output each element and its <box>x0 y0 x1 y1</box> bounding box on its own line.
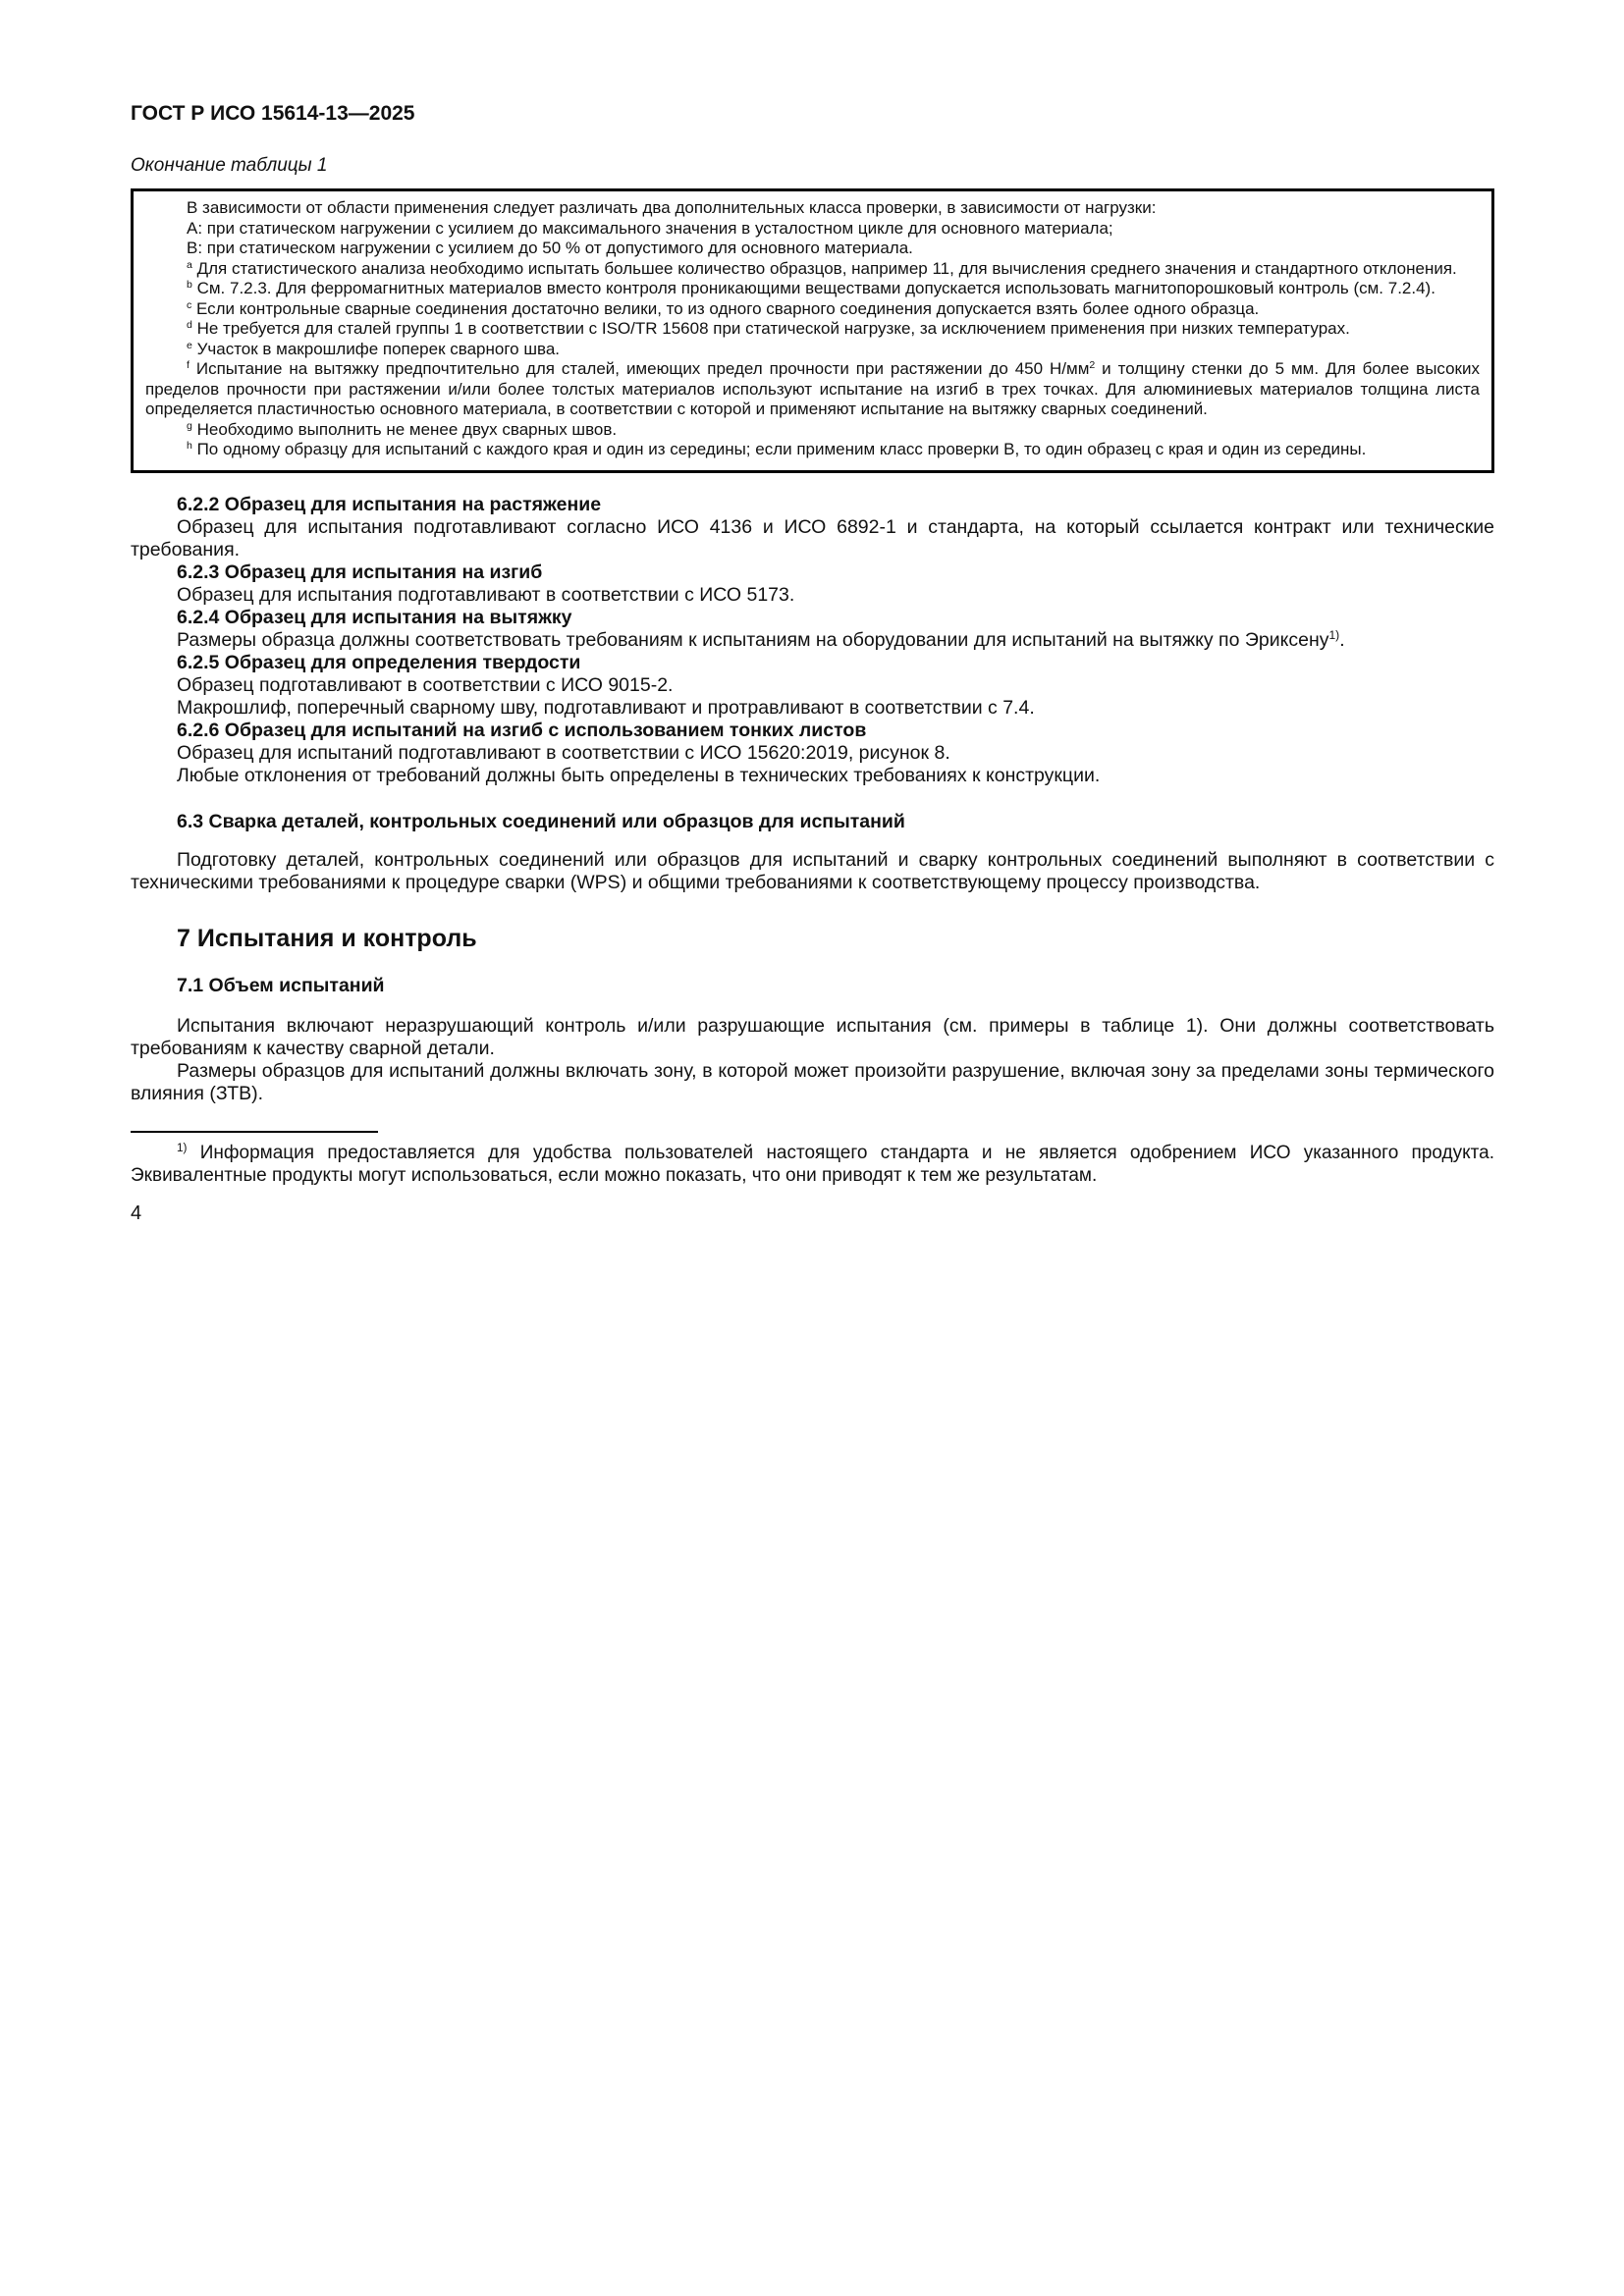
para-6-2-3: Образец для испытания подготавливают в соответствии с ИСО 5173. <box>177 583 795 606</box>
document-header: ГОСТ Р ИСО 15614-13—2025 <box>131 102 415 125</box>
para-6-3: Подготовку деталей, контрольных соединений или образцов для испытаний и сварку контрольных соединений выполняют в соответствии с техническими требованиями к процедуре сварки (WPS) и общими требованиями к соответствующему процессу производства. <box>131 848 1494 893</box>
footnote-a: $^a$ Для статистического анализа необходимо испытать большее количество образцов, например 11, для вычисления среднего значения и стандартного отклонения. <box>187 258 1457 278</box>
table-continuation-caption: Окончание таблицы 1 <box>131 155 328 176</box>
para-7-1-1: Испытания включают неразрушающий контроль и/или разрушающие испытания (см. примеры в таблице 1). Они должны соответствовать требованиям к качеству сварной детали. <box>131 1014 1494 1059</box>
heading-6-2-3: 6.2.3 Образец для испытания на изгиб <box>177 561 543 583</box>
document-body <box>131 494 1494 1105</box>
note-class-b: В: при статическом нагружении с усилием до 50 % от допустимого для основного материала. <box>187 239 913 257</box>
footnote-rule <box>131 1131 378 1133</box>
heading-7-1: 7.1 Объем испытаний <box>177 974 385 996</box>
page-footnote-1: $^{1)}$ Информация предоставляется для удобства пользователей настоящего стандарта и не является одобрением ИСО указанного продукта. Эквивалентные продукты могут использоваться, если можно показать, что они приводят к тем же результатам. <box>131 1142 1494 1186</box>
note-class-a: А: при статическом нагружении с усилием до максимального значения в усталостном цикле для основного материала; <box>187 218 1113 238</box>
para-6-2-5-1: Образец подготавливают в соответствии с ИСО 9015-2. <box>177 673 674 696</box>
footnote-area <box>131 1131 1494 1187</box>
footnote-f: $^f$ Испытание на вытяжку предпочтительно для сталей, имеющих предел прочности при растяжении до 450 $Н/мм^2$ и толщину стенки до 5 мм. Для более высоких пределов прочности при растяжении и/или более толстых материалов используют испытание на изгиб в трех точках. Для алюминиевых материалов толщина листа определяется пластичностью основного материала, в соответствии с которой и применяют испытание на вытяжку сварных соединений. <box>145 359 1480 418</box>
page-number: 4 <box>131 1201 142 1224</box>
heading-6-2-6: 6.2.6 Образец для испытаний на изгиб с использованием тонких листов <box>177 719 867 741</box>
footnote-e: $^e$ Участок в макрошлифе поперек сварного шва. <box>187 339 561 358</box>
para-6-2-4: Размеры образца должны соответствовать требованиям к испытаниям на оборудовании для испытаний на вытяжку по Эриксену$^{1)}$. <box>177 627 1345 651</box>
para-6-2-5-2: Макрошлиф, поперечный сварному шву, подготавливают и протравливают в соответствии с 7.4. <box>177 696 1035 719</box>
footnote-c: $^c$ Если контрольные сварные соединения достаточно велики, то из одного сварного соединения допускается взять более одного образца. <box>187 298 1260 318</box>
footnote-d: $^d$ Не требуется для сталей группы 1 в соответствии с ISO/TR 15608 при статической нагрузке, за исключением применения при низких температурах. <box>187 319 1350 338</box>
para-6-2-2: Образец для испытания подготавливают согласно ИСО 4136 и ИСО 6892-1 и стандарта, на который ссылается контракт или технические требования. <box>131 515 1494 561</box>
heading-6-2-4: 6.2.4 Образец для испытания на вытяжку <box>177 606 572 628</box>
footnote-g: $^g$ Необходимо выполнить не менее двух сварных швов. <box>187 419 618 439</box>
para-7-1-2: Размеры образцов для испытаний должны включать зону, в которой может произойти разрушение, включая зону за пределами зоны термического влияния (ЗТВ). <box>131 1059 1494 1104</box>
para-6-2-6-2: Любые отклонения от требований должны быть определены в технических требованиях к конструкции. <box>177 764 1101 786</box>
footnote-text-container <box>131 1142 1494 1187</box>
note-intro: В зависимости от области применения следует различать два дополнительных класса проверки, в зависимости от нагрузки: <box>187 198 1157 217</box>
heading-6-3: 6.3 Сварка деталей, контрольных соединений или образцов для испытаний <box>177 810 905 832</box>
heading-7: 7 Испытания и контроль <box>177 924 477 952</box>
footnote-b: $^b$ См. 7.2.3. Для ферромагнитных материалов вместо контроля проникающими веществами допускается использовать магнитопорошковый контроль (см. 7.2.4). <box>187 279 1435 297</box>
para-6-2-6-1: Образец для испытаний подготавливают в соответствии с ИСО 15620:2019, рисунок 8. <box>177 741 950 764</box>
footnote-h: $^h$ По одному образцу для испытаний с каждого края и один из середины; если применим класс проверки В, то один образец с края и один из середины. <box>187 440 1367 458</box>
heading-6-2-2: 6.2.2 Образец для испытания на растяжение <box>177 493 602 515</box>
table-notes-box <box>131 188 1494 473</box>
heading-6-2-5: 6.2.5 Образец для определения твердости <box>177 651 581 673</box>
